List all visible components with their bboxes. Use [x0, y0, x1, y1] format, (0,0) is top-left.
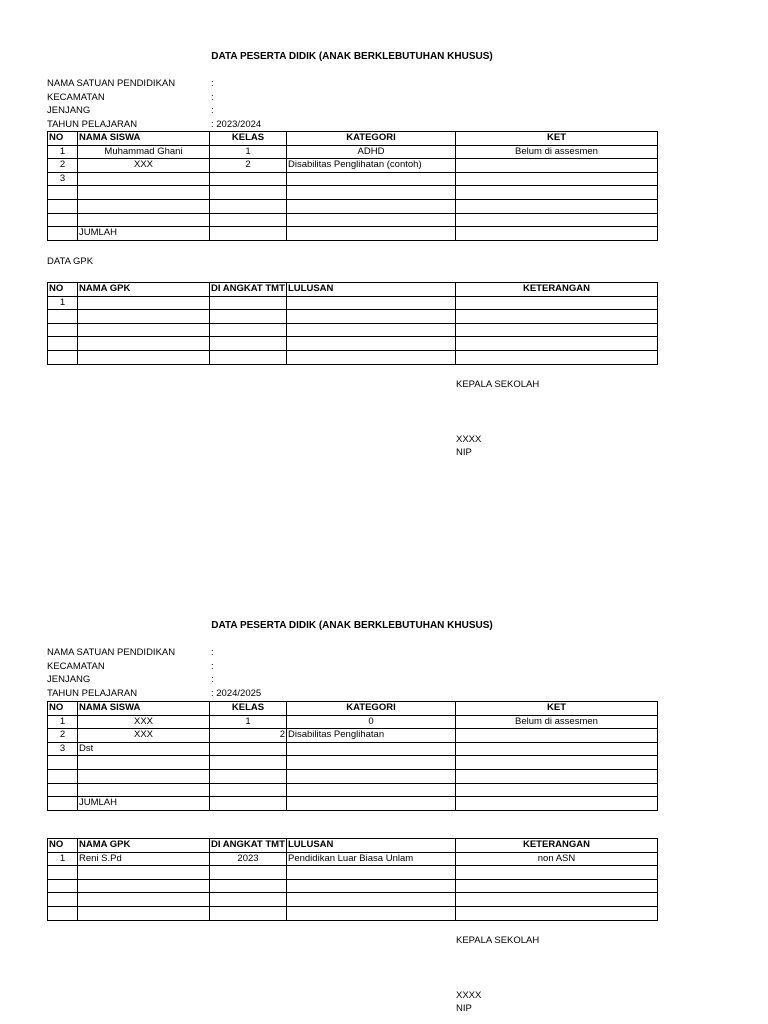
info-value: : — [211, 78, 214, 89]
table-row — [48, 159, 658, 173]
info-value: : — [211, 647, 214, 658]
header-lulusan: LULUSAN — [287, 283, 456, 297]
cell-kelas — [210, 797, 287, 811]
cell-kelas: 2 — [210, 159, 287, 173]
cell-tmt — [210, 906, 287, 920]
cell-no — [48, 893, 78, 907]
sheet2-identity-block — [47, 646, 347, 700]
header-di-angkat-tmt: DI ANGKAT TMT — [210, 839, 287, 853]
header-di-angkat-tmt: DI ANGKAT TMT — [210, 283, 287, 297]
info-value: : — [211, 674, 214, 686]
cell-no — [48, 186, 78, 200]
header-no: NO — [48, 283, 78, 297]
cell-nama: XXX — [78, 715, 210, 729]
info-value: : — [211, 660, 214, 672]
table-row — [48, 906, 658, 920]
sheet2-title: DATA PESERTA DIDIK (ANAK BERKLEBUTUHAN KHUSUS) — [211, 620, 493, 631]
info-value: : 2023/2024 — [211, 118, 262, 130]
table-row — [48, 756, 658, 770]
cell-nama-gpk — [78, 296, 210, 310]
cell-no: 2 — [48, 729, 78, 743]
info-label: TAHUN PELAJARAN — [47, 118, 138, 130]
cell-kelas — [210, 769, 287, 783]
info-label: NAMA SATUAN PENDIDIKAN — [47, 647, 176, 658]
table-total-row — [48, 227, 658, 241]
cell-no: 1 — [48, 715, 78, 729]
info-row — [47, 660, 347, 674]
cell-no — [48, 310, 78, 324]
sheet2-student-table — [47, 701, 658, 811]
info-row — [47, 91, 347, 105]
table-header-row — [48, 839, 658, 853]
cell-kelas — [210, 186, 287, 200]
cell-ket — [456, 797, 658, 811]
cell-kategori: ADHD — [287, 145, 456, 159]
table-row — [48, 769, 658, 783]
cell-kelas — [210, 742, 287, 756]
cell-kelas — [210, 227, 287, 241]
table-row — [48, 729, 658, 743]
sheet1-signature-nip: NIP — [456, 447, 472, 458]
cell-nama-gpk — [78, 310, 210, 324]
cell-no: 1 — [48, 145, 78, 159]
sheet1-signature-role: KEPALA SEKOLAH — [456, 379, 540, 390]
cell-no — [48, 213, 78, 227]
sheet2-signature-role: KEPALA SEKOLAH — [456, 935, 540, 946]
cell-no — [48, 769, 78, 783]
cell-jumlah-label: JUMLAH — [78, 797, 210, 811]
header-keterangan: KETERANGAN — [456, 839, 658, 853]
header-no: NO — [48, 839, 78, 853]
cell-ket: Belum di assesmen — [456, 145, 658, 159]
cell-ket — [456, 769, 658, 783]
header-nama-gpk: NAMA GPK — [78, 839, 210, 853]
cell-kategori — [287, 783, 456, 797]
cell-jumlah-label: JUMLAH — [78, 227, 210, 241]
cell-nama-gpk — [78, 350, 210, 364]
cell-tmt — [210, 879, 287, 893]
table-row — [48, 172, 658, 186]
header-nama-gpk: NAMA GPK — [78, 283, 210, 297]
cell-lulusan — [287, 879, 456, 893]
cell-kelas: 2 — [210, 729, 287, 743]
header-no: NO — [48, 132, 78, 146]
table-row — [48, 145, 658, 159]
cell-keterangan — [456, 906, 658, 920]
header-keterangan: KETERANGAN — [456, 283, 658, 297]
cell-nama-gpk — [78, 893, 210, 907]
cell-no: 2 — [48, 159, 78, 173]
table-row — [48, 715, 658, 729]
cell-keterangan — [456, 337, 658, 351]
cell-kelas — [210, 199, 287, 213]
cell-no — [48, 323, 78, 337]
cell-no — [48, 756, 78, 770]
cell-tmt — [210, 893, 287, 907]
sheet1-signature-name: XXXX — [456, 434, 482, 445]
sheet1-gpk-table — [47, 282, 658, 365]
cell-nama — [78, 172, 210, 186]
cell-lulusan — [287, 296, 456, 310]
cell-kelas: 1 — [210, 715, 287, 729]
cell-kategori — [287, 742, 456, 756]
cell-tmt — [210, 296, 287, 310]
cell-keterangan — [456, 323, 658, 337]
table-row — [48, 323, 658, 337]
header-nama-siswa: NAMA SISWA — [78, 132, 210, 146]
cell-lulusan — [287, 350, 456, 364]
cell-no — [48, 879, 78, 893]
sheet1-student-table — [47, 131, 658, 241]
table-row — [48, 199, 658, 213]
header-kelas: KELAS — [210, 132, 287, 146]
cell-no — [48, 350, 78, 364]
cell-no — [48, 783, 78, 797]
cell-lulusan — [287, 866, 456, 880]
cell-kategori — [287, 172, 456, 186]
cell-kategori: 0 — [287, 715, 456, 729]
cell-no: 1 — [48, 296, 78, 310]
cell-nama: XXX — [78, 729, 210, 743]
cell-nama — [78, 186, 210, 200]
cell-nama — [78, 213, 210, 227]
info-value: : — [211, 105, 214, 117]
sheet2-signature-name: XXXX — [456, 990, 482, 1001]
table-header-row — [48, 283, 658, 297]
cell-kelas — [210, 783, 287, 797]
header-no: NO — [48, 702, 78, 716]
cell-tmt — [210, 866, 287, 880]
info-label: KECAMATAN — [47, 660, 105, 672]
cell-ket — [456, 783, 658, 797]
cell-lulusan — [287, 323, 456, 337]
header-kategori: KATEGORI — [287, 702, 456, 716]
info-label: JENJANG — [47, 105, 91, 117]
cell-ket — [456, 729, 658, 743]
cell-kategori — [287, 227, 456, 241]
cell-ket — [456, 742, 658, 756]
info-row — [47, 673, 347, 687]
cell-keterangan — [456, 866, 658, 880]
cell-kategori: Disabilitas Penglihatan — [287, 729, 456, 743]
cell-kategori: Disabilitas Penglihatan (contoh) — [287, 159, 456, 173]
info-label: KECAMATAN — [47, 91, 105, 103]
cell-kelas — [210, 172, 287, 186]
cell-nama-gpk: Reni S.Pd — [78, 852, 210, 866]
cell-nama — [78, 199, 210, 213]
cell-lulusan — [287, 337, 456, 351]
cell-nama-gpk — [78, 323, 210, 337]
cell-ket — [456, 213, 658, 227]
cell-no — [48, 797, 78, 811]
cell-keterangan — [456, 296, 658, 310]
cell-no — [48, 227, 78, 241]
cell-ket — [456, 199, 658, 213]
cell-ket: Belum di assesmen — [456, 715, 658, 729]
info-value: : — [211, 91, 214, 103]
sheet1-title: DATA PESERTA DIDIK (ANAK BERKLEBUTUHAN KHUSUS) — [211, 51, 493, 62]
cell-ket — [456, 159, 658, 173]
cell-lulusan: Pendidikan Luar Biasa Unlam — [287, 852, 456, 866]
info-label: NAMA SATUAN PENDIDIKAN — [47, 78, 176, 89]
header-kategori: KATEGORI — [287, 132, 456, 146]
cell-ket — [456, 186, 658, 200]
cell-ket — [456, 756, 658, 770]
table-row — [48, 310, 658, 324]
cell-nama — [78, 783, 210, 797]
header-ket: KET — [456, 702, 658, 716]
cell-nama: XXX — [78, 159, 210, 173]
header-ket: KET — [456, 132, 658, 146]
cell-ket — [456, 172, 658, 186]
table-row — [48, 879, 658, 893]
cell-nama — [78, 756, 210, 770]
table-row — [48, 350, 658, 364]
header-kelas: KELAS — [210, 702, 287, 716]
cell-tmt — [210, 323, 287, 337]
cell-no: 1 — [48, 852, 78, 866]
cell-keterangan — [456, 893, 658, 907]
sheet2-signature-nip: NIP — [456, 1003, 472, 1014]
cell-keterangan — [456, 310, 658, 324]
cell-nama-gpk — [78, 879, 210, 893]
cell-lulusan — [287, 906, 456, 920]
cell-nama: Muhammad Ghani — [78, 145, 210, 159]
table-row — [48, 783, 658, 797]
cell-no — [48, 199, 78, 213]
cell-nama-gpk — [78, 866, 210, 880]
cell-nama — [78, 769, 210, 783]
sheet1-gpk-caption: DATA GPK — [47, 256, 94, 267]
cell-no — [48, 866, 78, 880]
cell-kelas — [210, 756, 287, 770]
table-header-row — [48, 132, 658, 146]
info-value: : 2024/2025 — [211, 687, 262, 699]
cell-keterangan: non ASN — [456, 852, 658, 866]
header-nama-siswa: NAMA SISWA — [78, 702, 210, 716]
info-row — [47, 687, 347, 701]
info-label: TAHUN PELAJARAN — [47, 687, 138, 699]
table-row — [48, 213, 658, 227]
table-row — [48, 866, 658, 880]
cell-kategori — [287, 769, 456, 783]
header-lulusan: LULUSAN — [287, 839, 456, 853]
table-row — [48, 742, 658, 756]
sheet2-gpk-table — [47, 838, 658, 921]
cell-tmt: 2023 — [210, 852, 287, 866]
cell-tmt — [210, 310, 287, 324]
cell-no — [48, 906, 78, 920]
cell-nama: Dst — [78, 742, 210, 756]
info-row — [47, 118, 347, 132]
cell-lulusan — [287, 893, 456, 907]
cell-nama-gpk — [78, 337, 210, 351]
cell-ket — [456, 227, 658, 241]
table-row — [48, 337, 658, 351]
info-label: JENJANG — [47, 674, 91, 686]
table-row — [48, 186, 658, 200]
table-row — [48, 296, 658, 310]
sheet1-identity-block — [47, 77, 347, 131]
info-row — [47, 77, 347, 91]
cell-lulusan — [287, 310, 456, 324]
cell-kelas — [210, 213, 287, 227]
cell-tmt — [210, 337, 287, 351]
table-row — [48, 852, 658, 866]
cell-keterangan — [456, 350, 658, 364]
cell-no: 3 — [48, 742, 78, 756]
cell-tmt — [210, 350, 287, 364]
cell-kategori — [287, 186, 456, 200]
cell-nama-gpk — [78, 906, 210, 920]
table-row — [48, 893, 658, 907]
cell-kategori — [287, 213, 456, 227]
cell-kelas: 1 — [210, 145, 287, 159]
info-row — [47, 104, 347, 118]
cell-kategori — [287, 756, 456, 770]
cell-no: 3 — [48, 172, 78, 186]
cell-kategori — [287, 199, 456, 213]
table-total-row — [48, 797, 658, 811]
cell-keterangan — [456, 879, 658, 893]
cell-no — [48, 337, 78, 351]
cell-kategori — [287, 797, 456, 811]
info-row — [47, 646, 347, 660]
table-header-row — [48, 702, 658, 716]
